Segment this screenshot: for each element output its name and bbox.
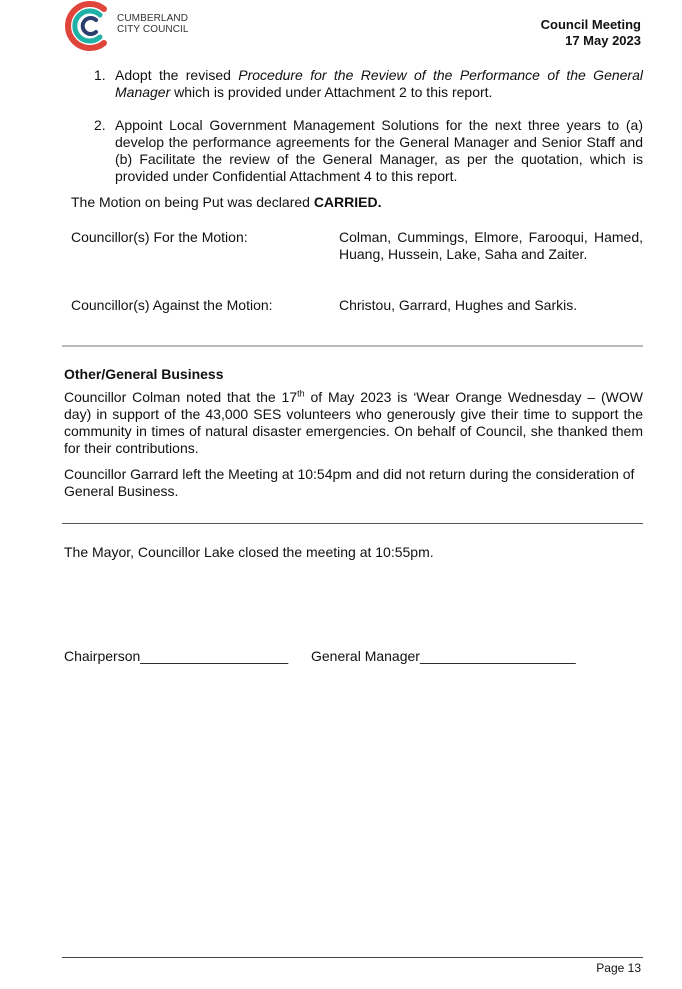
- meeting-title: Council Meeting: [540, 17, 641, 32]
- motion-result-prefix: The Motion on being Put was declared: [71, 194, 314, 210]
- general-business-paragraph-2: Councillor Garrard left the Meeting at 10:54pm and did not return during the consideration of General Business.: [64, 466, 635, 499]
- section-divider: [62, 523, 643, 524]
- general-business-heading: Other/General Business: [64, 366, 224, 382]
- cumberland-logo-icon: [64, 0, 116, 52]
- logo-line-1: CUMBERLAND: [117, 13, 189, 24]
- gb-p1-end: of May 2023 is ‘Wear Orange Wednesday – (WOW day) in support of the 43,000 SES volunteers who generously give their time to support the community in times of natural disaster emergencies. On behalf of Council, she thanked them for their contributions.: [64, 389, 643, 456]
- against-motion-label: Councillor(s) Against the Motion:: [71, 297, 273, 313]
- page-number: Page 13: [596, 961, 641, 975]
- motion-item-1-text: Adopt the revised: [115, 67, 239, 83]
- motion-item-number: 1.: [94, 67, 106, 83]
- for-motion-label: Councillor(s) For the Motion:: [71, 229, 248, 245]
- procedure-title: Procedure for the Review of the Performance of the General Manager: [115, 67, 643, 100]
- motion-item-2: Appoint Local Government Management Solutions for the next three years to (a) develop the performance agreements for the General Manager and Senior Staff and (b) Facilitate the review of the General Manager, as per the quotation, which is provided under Confidential Attachment 4 to this report.: [115, 117, 643, 184]
- chairperson-signature-line: Chairperson___________________: [64, 648, 289, 664]
- motion-item-1-text-end: which is provided under Attachment 2 to this report.: [170, 84, 493, 100]
- logo-wordmark: [117, 13, 189, 35]
- against-motion-names: Christou, Garrard, Hughes and Sarkis.: [339, 297, 578, 313]
- logo-line-2: CITY COUNCIL: [117, 24, 189, 35]
- motion-result: [71, 194, 381, 211]
- meeting-date: 17 May 2023: [565, 33, 641, 48]
- gb-p1-start: Councillor Colman noted that the 17: [64, 389, 298, 405]
- motion-item-1: [115, 67, 643, 101]
- section-divider: [62, 345, 643, 347]
- for-motion-names: Colman, Cummings, Elmore, Farooqui, Hamed, Huang, Hussein, Lake, Saha and Zaiter.: [339, 229, 643, 262]
- footer-divider: [62, 957, 643, 958]
- closing-statement: The Mayor, Councillor Lake closed the meeting at 10:55pm.: [64, 544, 434, 560]
- general-business-paragraph-1: [64, 389, 643, 457]
- general-manager-signature-line: General Manager____________________: [311, 648, 576, 664]
- motion-item-number: 2.: [94, 117, 106, 133]
- gb-p1-superscript: th: [297, 388, 305, 399]
- motion-result-value: CARRIED.: [313, 194, 382, 210]
